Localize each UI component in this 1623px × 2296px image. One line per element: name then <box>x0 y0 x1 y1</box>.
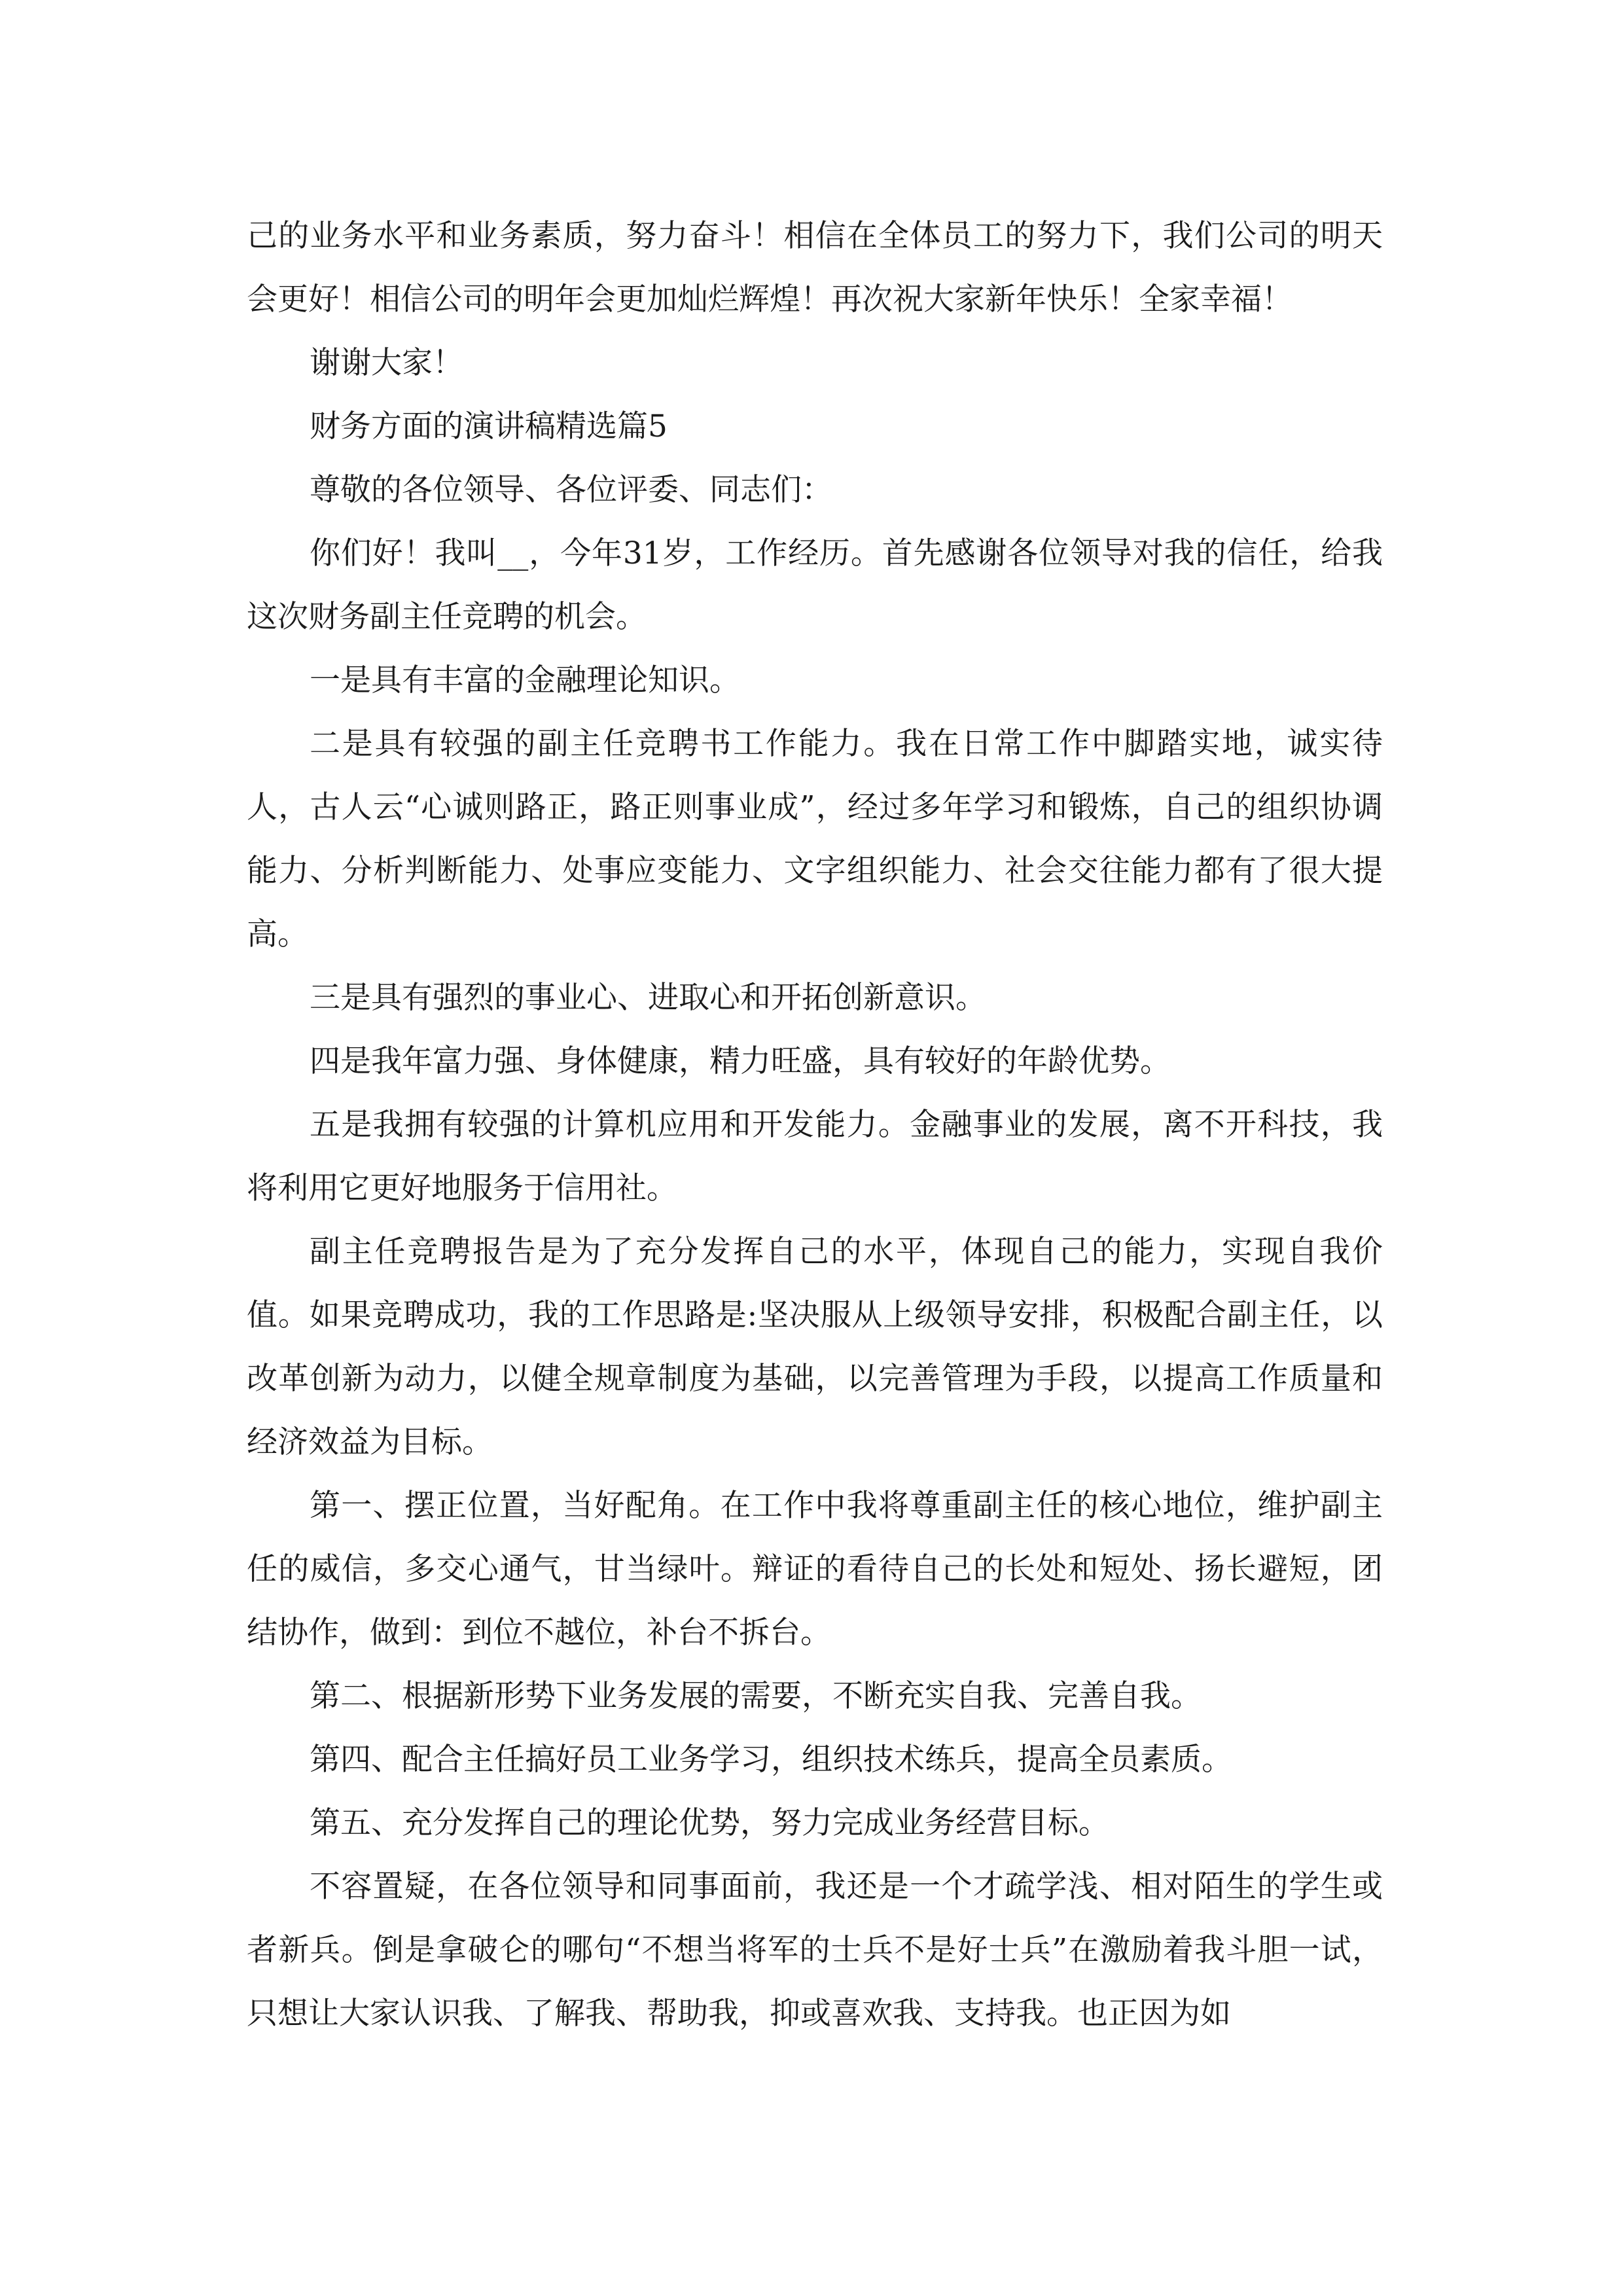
paragraph-16: 不容置疑，在各位领导和同事面前，我还是一个才疏学浅、相对陌生的学生或者新兵。倒是拿破仑的哪句“不想当将军的士兵不是好士兵”在激励着我斗胆一试，只想让大家认识我、了解我、帮助我，抑或喜欢我、支持我。也正因为如 <box>247 1869 1383 2032</box>
paragraph-1: 己的业务水平和业务素质，努力奋斗！相信在全体员工的努力下，我们公司的明天会更好！相信公司的明年会更加灿烂辉煌！再次祝大家新年快乐！全家幸福！ <box>247 218 1383 317</box>
paragraph-2: 谢谢大家！ <box>310 345 463 381</box>
paragraph-6: 一是具有丰富的金融理论知识。 <box>310 662 740 698</box>
paragraph-12: 第一、摆正位置，当好配角。在工作中我将尊重副主任的核心地位，维护副主任的威信，多交心通气，甘当绿叶。辩证的看待自己的长处和短处、扬长避短，团结协作，做到：到位不越位，补台不拆台。 <box>247 1488 1383 1651</box>
paragraph-7: 二是具有较强的副主任竞聘书工作能力。我在日常工作中脚踏实地，诚实待人，古人云“心诚则路正，路正则事业成”，经过多年学习和锻炼，自己的组织协调能力、分析判断能力、处事应变能力、文字组织能力、社会交往能力都有了很大提高。 <box>247 726 1383 952</box>
paragraph-13: 第二、根据新形势下业务发展的需要，不断充实自我、完善自我。 <box>310 1678 1202 1714</box>
paragraph-11: 副主任竞聘报告是为了充分发挥自己的水平，体现自己的能力，实现自我价值。如果竞聘成功，我的工作思路是:坚决服从上级领导安排，积极配合副主任，以改革创新为动力，以健全规章制度为基础，以完善管理为手段，以提高工作质量和经济效益为目标。 <box>247 1234 1383 1460</box>
salutation: 尊敬的各位领导、各位评委、同志们： <box>310 472 832 508</box>
document-body <box>247 204 1383 2045</box>
paragraph-5: 你们好！我叫__，今年31岁，工作经历。首先感谢各位领导对我的信任，给我这次财务副主任竞聘的机会。 <box>247 535 1383 635</box>
section-heading: 财务方面的演讲稿精选篇5 <box>310 408 668 444</box>
paragraph-14: 第四、配合主任搞好员工业务学习，组织技术练兵，提高全员素质。 <box>310 1742 1232 1778</box>
paragraph-15: 第五、充分发挥自己的理论优势，努力完成业务经营目标。 <box>310 1805 1109 1841</box>
paragraph-9: 四是我年富力强、身体健康，精力旺盛，具有较好的年龄优势。 <box>310 1043 1171 1079</box>
paragraph-8: 三是具有强烈的事业心、进取心和开拓创新意识。 <box>310 980 986 1016</box>
paragraph-10: 五是我拥有较强的计算机应用和开发能力。金融事业的发展，离不开科技，我将利用它更好地服务于信用社。 <box>247 1107 1383 1206</box>
